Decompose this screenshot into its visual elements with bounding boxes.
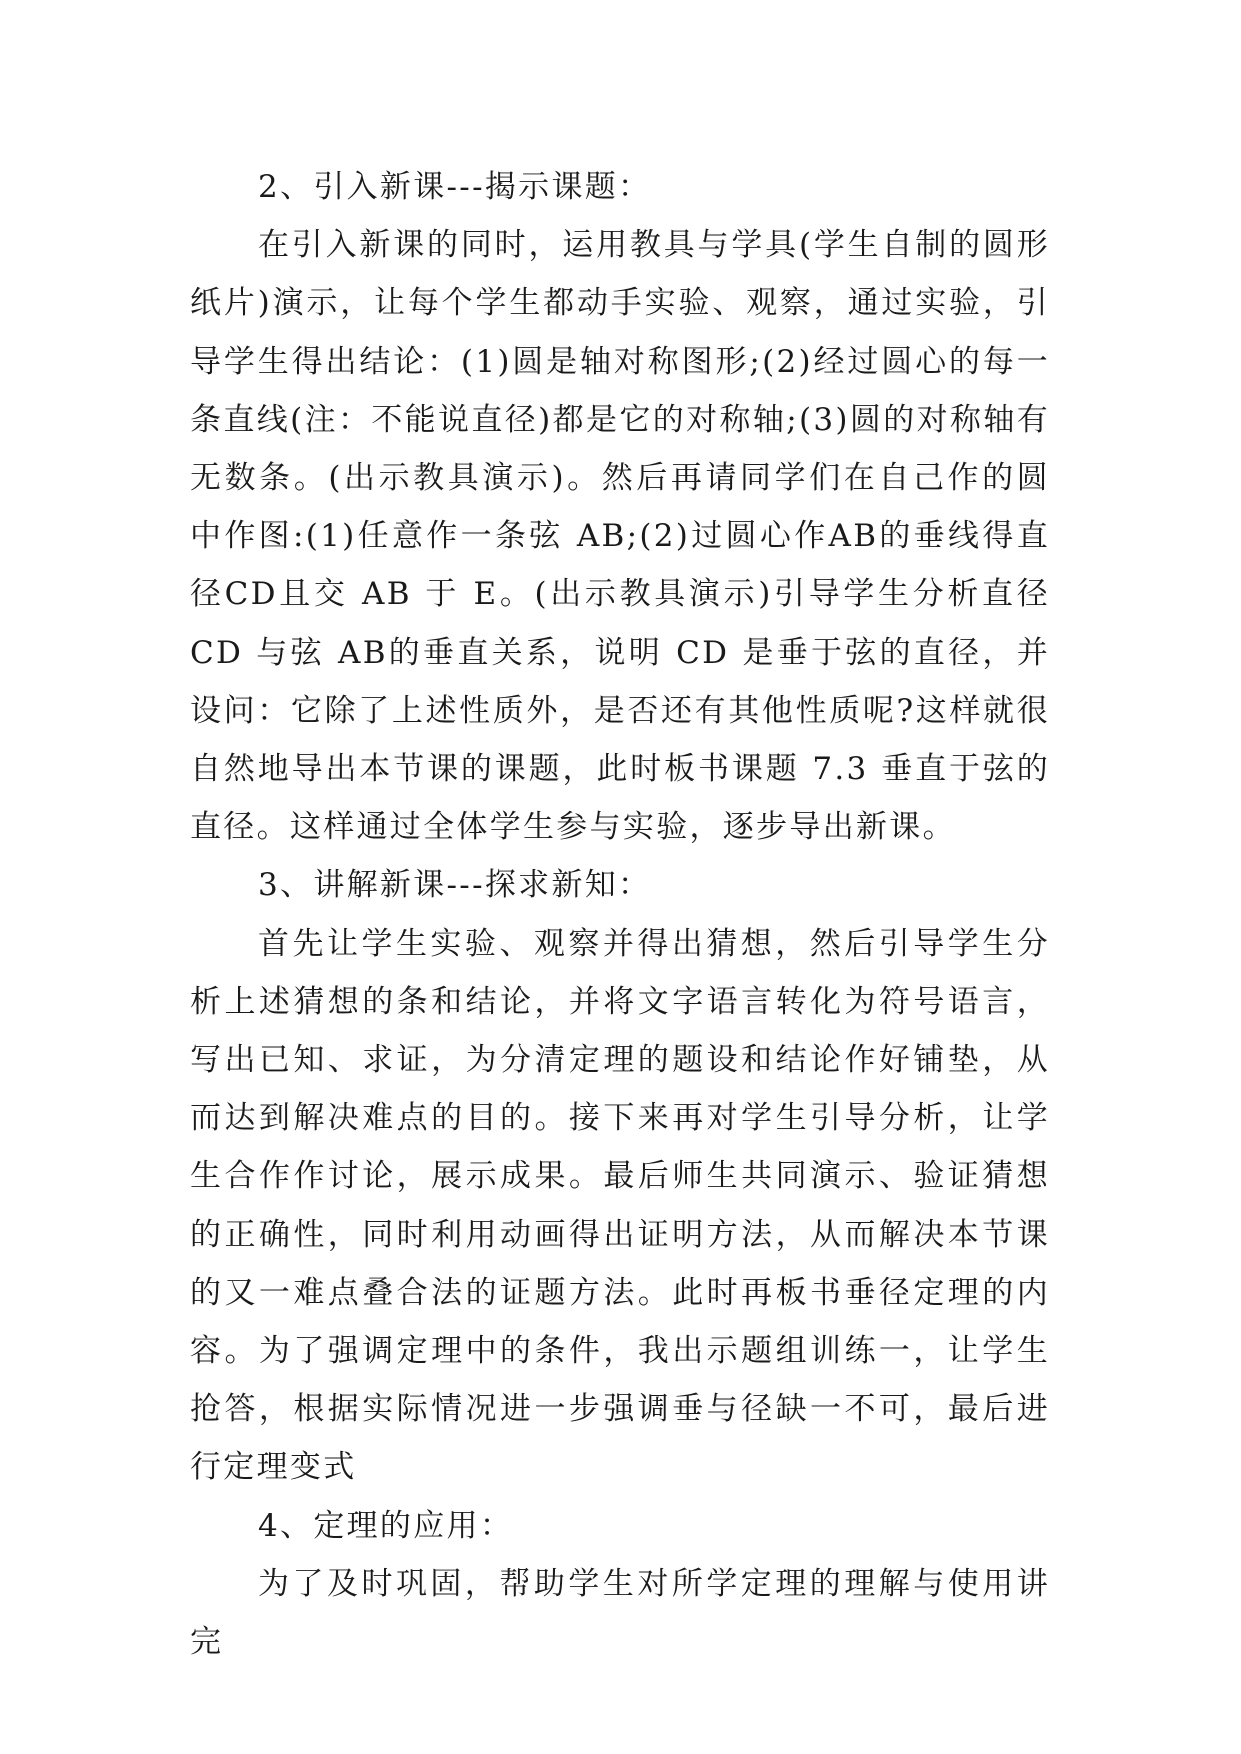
paragraph-theorem-application: 为了及时巩固，帮助学生对所学定理的理解与使用讲完 xyxy=(190,1565,1050,1661)
paragraph-explain-new-lesson: 首先让学生实验、观察并得出猜想，然后引导学生分析上述猜想的条和结论，并将文字语言转化为符号语言，写出已知、求证，为分清定理的题设和结论作好铺垫，从而达到解决难点的目的。接下来再对学生引导分析，让学生合作作讨论，展示成果。最后师生共同演示、验证猜想的正确性，同时利用动画得出证明方法，从而解决本节课的又一难点叠合法的证题方法。此时再板书垂径定理的内容。为了强调定理中的条件，我出示题组训练一，让学生抢答，根据实际情况进一步强调垂与径缺一不可，最后进行定理变式 xyxy=(190,925,1050,1486)
section-heading-introduce-new-lesson: 2、引入新课---揭示课题： xyxy=(258,169,652,205)
section-heading-theorem-application: 4、定理的应用： xyxy=(258,1507,514,1544)
paragraph-introduce-new-lesson: 在引入新课的同时，运用教具与学具(学生自制的圆形纸片)演示，让每个学生都动手实验、观察，通过实验，引导学生得出结论：(1)圆是轴对称图形;(2)经过圆心的每一条直线(注：不能说直径)都是它的对称轴;(3)圆的对称轴有无数条。(出示教具演示)。然后再请同学们在自己作的圆中作图:(1)任意作一条弦 AB;(2)过圆心作AB的垂线得直径CD且交 AB 于 E。(出示教具演示)引导学生分析直径 CD 与弦 AB的垂直关系，说明 CD 是垂于弦的直径，并设问：它除了上述性质外，是否还有其他性质呢?这样就很自然地导出本节课的课题，此时板书课题 7.3 垂直于弦的直径。这样通过全体学生参与实验，逐步导出新课。 xyxy=(190,227,1050,846)
document-body xyxy=(190,158,1050,1671)
section-heading-explain-new-lesson: 3、讲解新课---探求新知： xyxy=(258,867,652,904)
